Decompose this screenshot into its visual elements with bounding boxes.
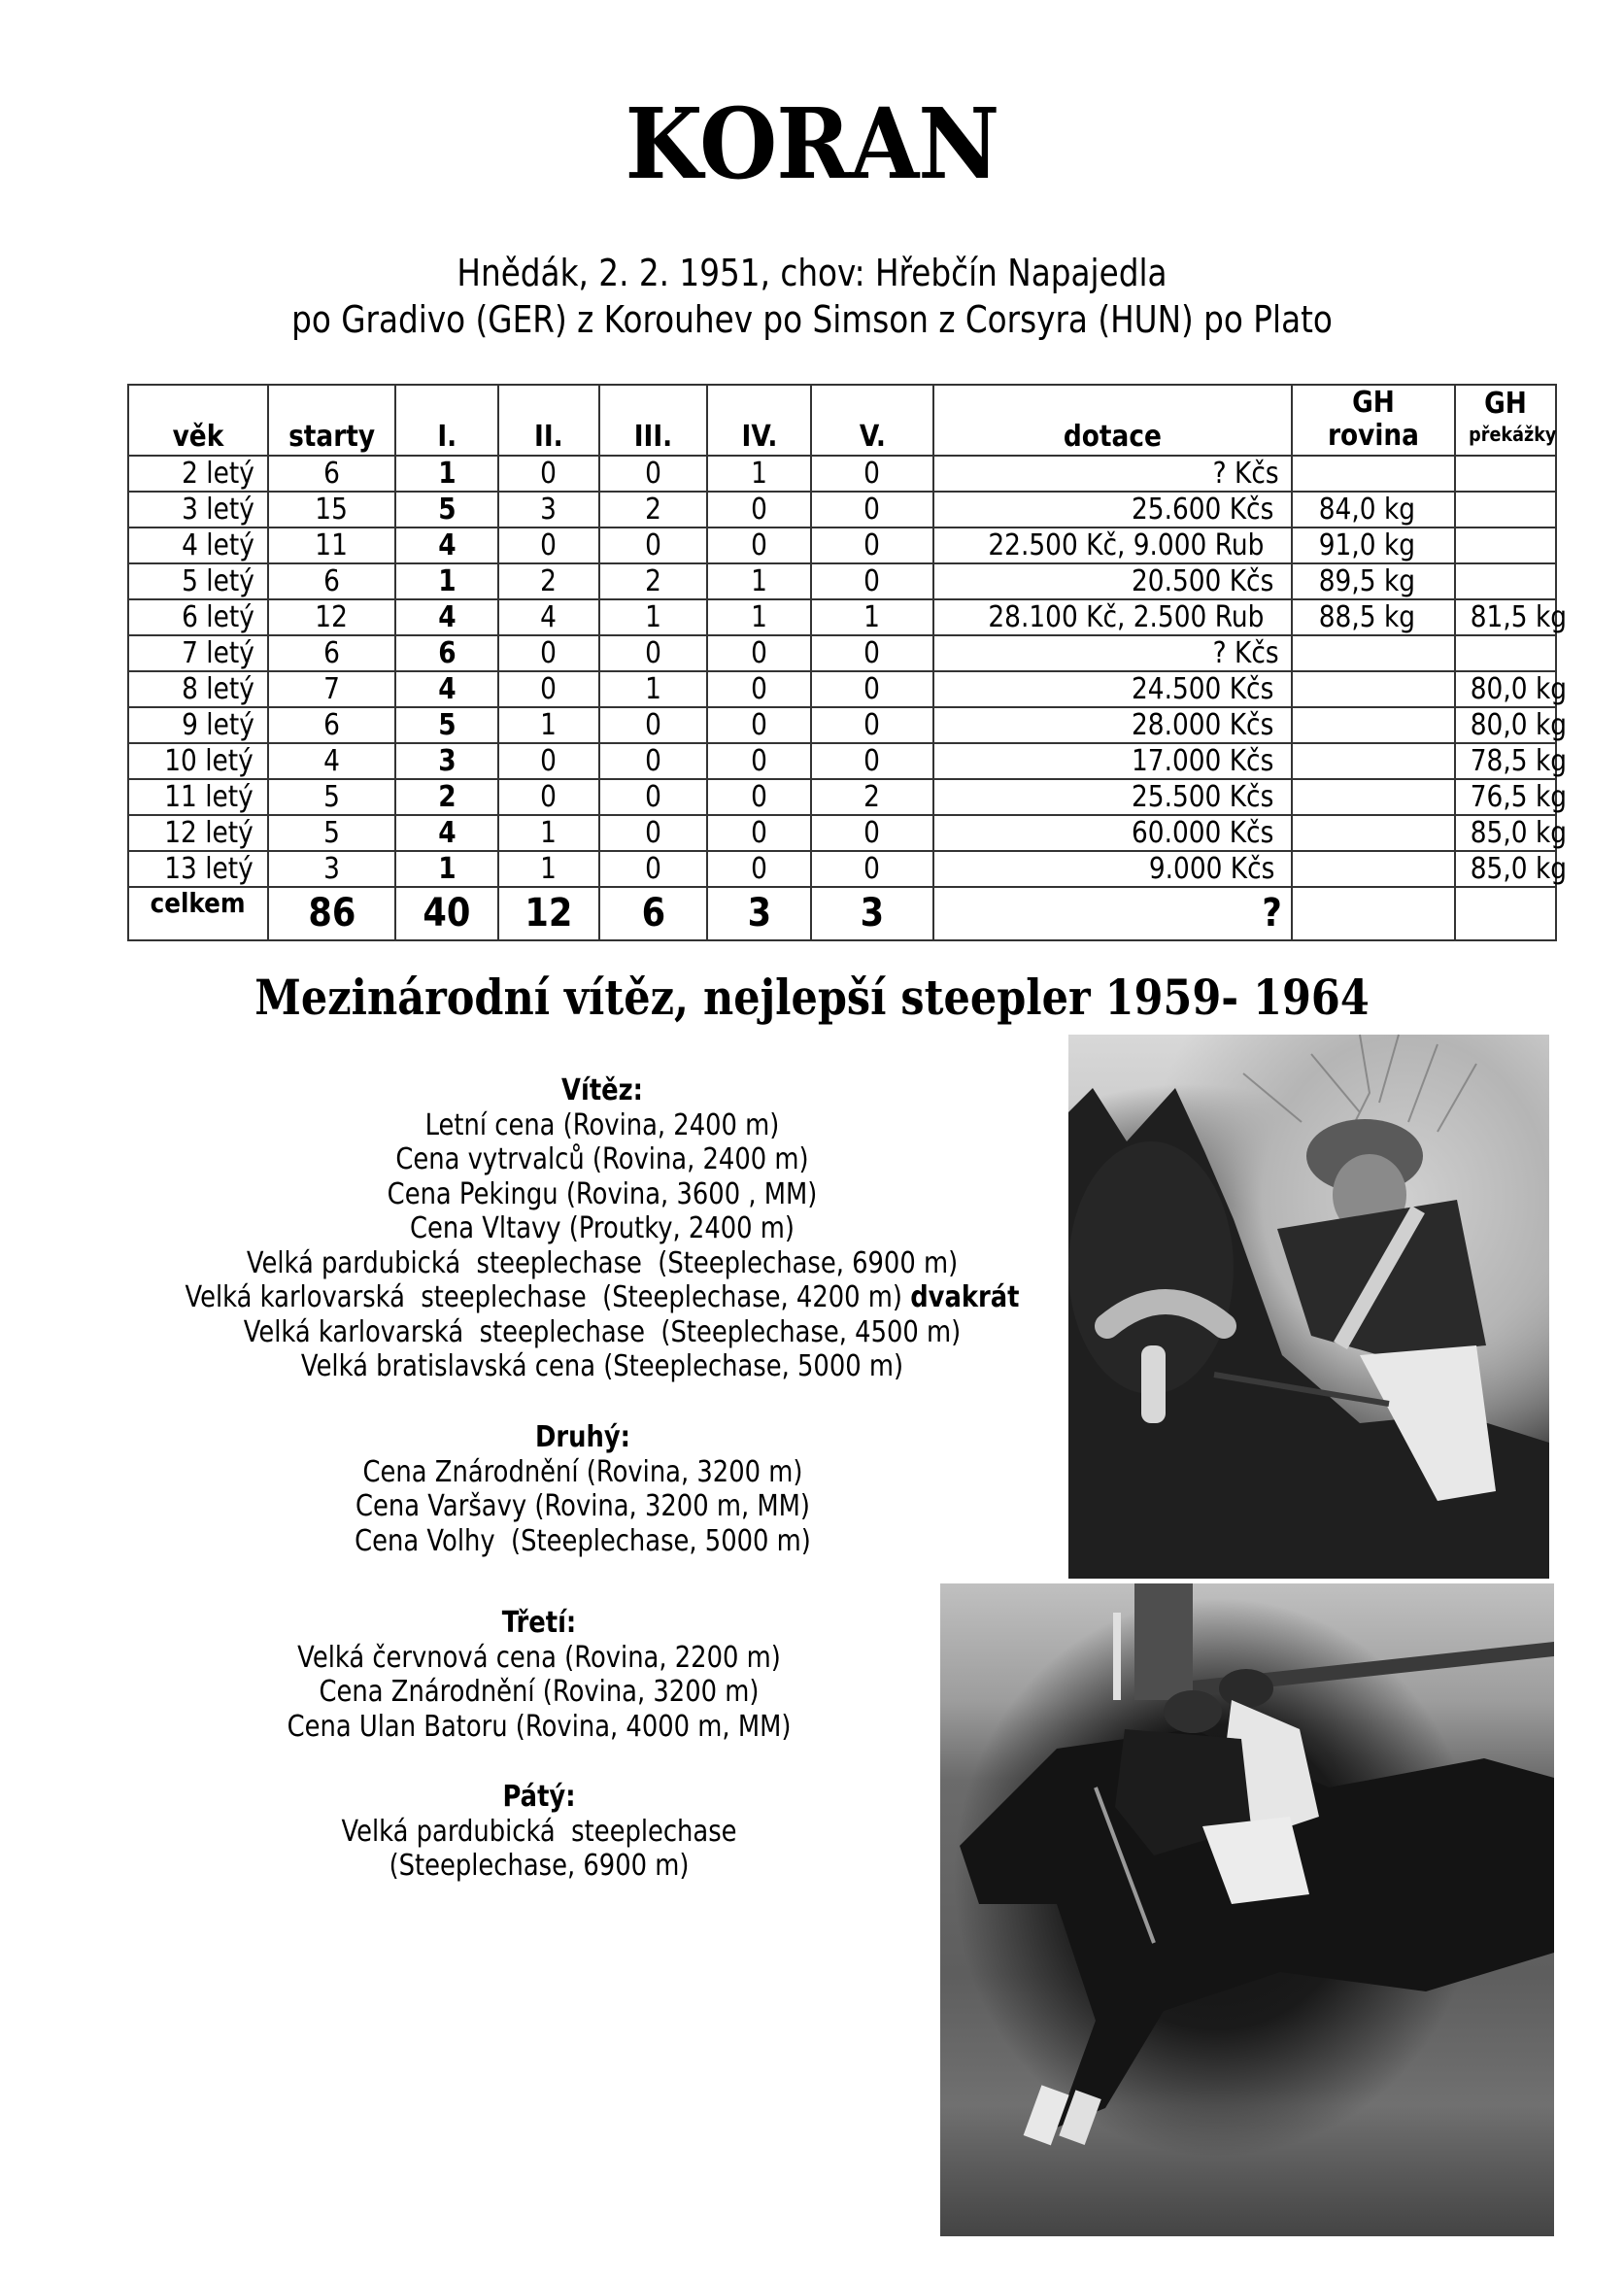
cell-third: 0 (599, 743, 707, 779)
cell-prize: ? Kčs (933, 635, 1292, 671)
cell-starts: 6 (268, 563, 395, 599)
cell-fifth: 0 (811, 492, 933, 527)
cell-prize: 60.000 Kčs (933, 815, 1292, 851)
achievements-winner (117, 1073, 1088, 1384)
cell-first: 1 (395, 563, 498, 599)
cell-third: 0 (599, 707, 707, 743)
page-title: KORAN (625, 86, 999, 201)
cell-gh-jump: 80,0 kg (1455, 671, 1556, 707)
cell-second: 0 (498, 671, 599, 707)
cell-gh-jump (1455, 563, 1556, 599)
cell-gh-flat (1292, 456, 1455, 492)
cell-gh-jump: 78,5 kg (1455, 743, 1556, 779)
cell-fifth: 0 (811, 851, 933, 887)
cell-prize: 25.500 Kčs (933, 779, 1292, 815)
cell-second: 0 (498, 743, 599, 779)
cell-second: 1 (498, 851, 599, 887)
achievements-fifth (53, 1780, 1025, 1884)
cell-second: 0 (498, 527, 599, 563)
col-header-fourth: IV. (707, 385, 811, 456)
cell-starts: 12 (268, 599, 395, 635)
cell-gh-flat (1292, 671, 1455, 707)
race-photo-illustration (940, 1583, 1554, 2236)
cell-age: 11 letý (128, 779, 268, 815)
cell-third: 0 (599, 456, 707, 492)
cell-age: 2 letý (128, 456, 268, 492)
table-total-row (128, 887, 1556, 940)
cell-gh-jump (1455, 635, 1556, 671)
cell-first: 4 (395, 815, 498, 851)
cell-prize: 28.000 Kčs (933, 707, 1292, 743)
cell-fourth: 0 (707, 492, 811, 527)
cell-fifth: 0 (811, 527, 933, 563)
cell-gh-jump: 80,0 kg (1455, 707, 1556, 743)
table-row (128, 851, 1556, 887)
achievements-second (97, 1420, 1068, 1558)
cell-age: 12 letý (128, 815, 268, 851)
cell-first: 1 (395, 851, 498, 887)
cell-second: 0 (498, 456, 599, 492)
col-header-age: věk (128, 385, 268, 456)
cell-fourth: 0 (707, 707, 811, 743)
subtitle-pedigree: po Gradivo (GER) z Korouhev po Simson z Corsyra (HUN) po Plato (291, 298, 1333, 341)
cell-fifth: 1 (811, 599, 933, 635)
cell-fifth: 2 (811, 779, 933, 815)
table-row (128, 779, 1556, 815)
cell-total-fourth: 3 (707, 887, 811, 940)
list-item: Cena Pekingu (Rovina, 3600 , MM) (387, 1176, 818, 1211)
cell-age: 8 letý (128, 671, 268, 707)
list-item: Cena Znárodnění (Rovina, 3200 m) (362, 1454, 803, 1489)
cell-third: 1 (599, 599, 707, 635)
cell-age: 13 letý (128, 851, 268, 887)
cell-fourth: 0 (707, 851, 811, 887)
col-header-prize: dotace (933, 385, 1292, 456)
col-header-gh-flat: GH rovina (1292, 385, 1455, 456)
cell-second: 1 (498, 707, 599, 743)
cell-fifth: 0 (811, 707, 933, 743)
portrait-photo-illustration (1068, 1035, 1549, 1579)
achievements-third (53, 1606, 1025, 1744)
cell-total-second: 12 (498, 887, 599, 940)
cell-third: 2 (599, 492, 707, 527)
cell-fourth: 0 (707, 815, 811, 851)
cell-gh-flat (1292, 779, 1455, 815)
cell-first: 3 (395, 743, 498, 779)
cell-total-gh-jump (1455, 887, 1556, 940)
cell-first: 6 (395, 635, 498, 671)
cell-starts: 6 (268, 707, 395, 743)
cell-second: 0 (498, 635, 599, 671)
cell-gh-flat (1292, 707, 1455, 743)
col-header-gh-jump: GH překážky (1455, 385, 1556, 456)
col-header-second: II. (498, 385, 599, 456)
cell-gh-flat (1292, 635, 1455, 671)
cell-fifth: 0 (811, 671, 933, 707)
cell-fourth: 0 (707, 527, 811, 563)
cell-gh-flat (1292, 851, 1455, 887)
cell-age: 10 letý (128, 743, 268, 779)
cell-prize: 22.500 Kč, 9.000 Rub (933, 527, 1292, 563)
second-heading: Druhý: (534, 1420, 631, 1454)
list-item: Cena vytrvalců (Rovina, 2400 m) (395, 1142, 809, 1176)
cell-third: 1 (599, 671, 707, 707)
cell-first: 5 (395, 492, 498, 527)
table-row (128, 635, 1556, 671)
list-item: Velká karlovarská steeplechase (Steeplechase, 4500 m) (243, 1314, 962, 1349)
cell-age: 3 letý (128, 492, 268, 527)
cell-gh-flat (1292, 815, 1455, 851)
list-item: Cena Vltavy (Proutky, 2400 m) (410, 1211, 795, 1245)
cell-starts: 6 (268, 456, 395, 492)
list-item: Velká červnová cena (Rovina, 2200 m) (297, 1640, 781, 1675)
cell-gh-flat: 89,5 kg (1292, 563, 1455, 599)
cell-age: 5 letý (128, 563, 268, 599)
table-header-row (128, 385, 1556, 456)
cell-age: 7 letý (128, 635, 268, 671)
cell-first: 4 (395, 527, 498, 563)
col-header-fifth: V. (811, 385, 933, 456)
cell-total-third: 6 (599, 887, 707, 940)
cell-gh-flat: 88,5 kg (1292, 599, 1455, 635)
cell-fifth: 0 (811, 815, 933, 851)
list-item: Cena Volhy (Steeplechase, 5000 m) (355, 1523, 811, 1558)
cell-age: 6 letý (128, 599, 268, 635)
cell-fourth: 0 (707, 743, 811, 779)
cell-gh-flat: 84,0 kg (1292, 492, 1455, 527)
list-item: Letní cena (Rovina, 2400 m) (424, 1107, 780, 1142)
cell-total-starts: 86 (268, 887, 395, 940)
list-item: Velká pardubická steeplechase (341, 1814, 737, 1849)
table-row (128, 743, 1556, 779)
cell-third: 0 (599, 815, 707, 851)
table-row (128, 599, 1556, 635)
cell-gh-jump: 76,5 kg (1455, 779, 1556, 815)
table-row (128, 671, 1556, 707)
cell-prize: 25.600 Kčs (933, 492, 1292, 527)
table-row (128, 563, 1556, 599)
cell-second: 4 (498, 599, 599, 635)
list-item-text: Velká karlovarská steeplechase (Steeplechase, 4200 m) (185, 1280, 902, 1314)
steeplechase-race-photo (940, 1583, 1554, 2236)
cell-third: 2 (599, 563, 707, 599)
cell-fourth: 0 (707, 635, 811, 671)
subtitle-breed-info: Hnědák, 2. 2. 1951, chov: Hřebčín Napajedla (457, 252, 1167, 294)
table-row (128, 456, 1556, 492)
cell-gh-flat (1292, 743, 1455, 779)
cell-total-prize: ? (933, 887, 1292, 940)
cell-third: 0 (599, 779, 707, 815)
table-row (128, 707, 1556, 743)
cell-starts: 6 (268, 635, 395, 671)
cell-gh-flat: 91,0 kg (1292, 527, 1455, 563)
cell-fourth: 1 (707, 599, 811, 635)
list-item: Cena Znárodnění (Rovina, 3200 m) (319, 1675, 760, 1709)
cell-first: 1 (395, 456, 498, 492)
cell-gh-jump (1455, 456, 1556, 492)
cell-fourth: 1 (707, 456, 811, 492)
cell-third: 0 (599, 635, 707, 671)
cell-second: 0 (498, 779, 599, 815)
twice-emphasis: dvakrát (910, 1280, 1020, 1314)
cell-fourth: 1 (707, 563, 811, 599)
col-header-first: I. (395, 385, 498, 456)
race-stats-table (127, 384, 1567, 941)
cell-starts: 7 (268, 671, 395, 707)
fifth-heading: Pátý: (502, 1780, 576, 1814)
cell-starts: 11 (268, 527, 395, 563)
cell-age: 4 letý (128, 527, 268, 563)
cell-fifth: 0 (811, 743, 933, 779)
cell-gh-jump (1455, 492, 1556, 527)
list-item: Velká pardubická steeplechase (Steeplechase, 6900 m) (246, 1245, 959, 1280)
cell-age: 9 letý (128, 707, 268, 743)
cell-first: 5 (395, 707, 498, 743)
list-item-twice (185, 1280, 1020, 1315)
cell-total-label: celkem (128, 887, 268, 940)
third-heading: Třetí: (501, 1606, 577, 1640)
cell-gh-jump (1455, 527, 1556, 563)
table-row (128, 527, 1556, 563)
cell-starts: 3 (268, 851, 395, 887)
list-item: Velká bratislavská cena (Steeplechase, 5000 m) (300, 1349, 904, 1383)
cell-prize: 24.500 Kčs (933, 671, 1292, 707)
cell-first: 4 (395, 599, 498, 635)
winner-heading: Vítěz: (561, 1073, 643, 1107)
cell-total-gh-flat (1292, 887, 1455, 940)
cell-gh-jump: 85,0 kg (1455, 815, 1556, 851)
cell-total-fifth: 3 (811, 887, 933, 940)
cell-gh-jump: 81,5 kg (1455, 599, 1556, 635)
cell-fifth: 0 (811, 635, 933, 671)
cell-prize: 28.100 Kč, 2.500 Rub (933, 599, 1292, 635)
cell-fourth: 0 (707, 779, 811, 815)
cell-prize: 20.500 Kčs (933, 563, 1292, 599)
cell-second: 3 (498, 492, 599, 527)
cell-prize: 17.000 Kčs (933, 743, 1292, 779)
table-row (128, 492, 1556, 527)
col-header-third: III. (599, 385, 707, 456)
cell-fourth: 0 (707, 671, 811, 707)
list-item: (Steeplechase, 6900 m) (389, 1849, 690, 1883)
cell-fifth: 0 (811, 563, 933, 599)
cell-first: 4 (395, 671, 498, 707)
cell-prize: 9.000 Kčs (933, 851, 1292, 887)
list-item: Cena Varšavy (Rovina, 3200 m, MM) (355, 1489, 810, 1523)
table-row (128, 815, 1556, 851)
section-heading: Mezinárodní vítěz, nejlepší steepler 1959- 1964 (254, 969, 1370, 1026)
col-header-starts: starty (268, 385, 395, 456)
cell-starts: 5 (268, 779, 395, 815)
cell-prize: ? Kčs (933, 456, 1292, 492)
cell-total-first: 40 (395, 887, 498, 940)
cell-starts: 15 (268, 492, 395, 527)
cell-fifth: 0 (811, 456, 933, 492)
cell-second: 1 (498, 815, 599, 851)
cell-third: 0 (599, 527, 707, 563)
cell-gh-jump: 85,0 kg (1455, 851, 1556, 887)
cell-second: 2 (498, 563, 599, 599)
horse-jockey-portrait-photo (1068, 1035, 1549, 1579)
cell-third: 0 (599, 851, 707, 887)
cell-first: 2 (395, 779, 498, 815)
cell-starts: 4 (268, 743, 395, 779)
cell-starts: 5 (268, 815, 395, 851)
list-item: Cena Ulan Batoru (Rovina, 4000 m, MM) (287, 1709, 792, 1744)
